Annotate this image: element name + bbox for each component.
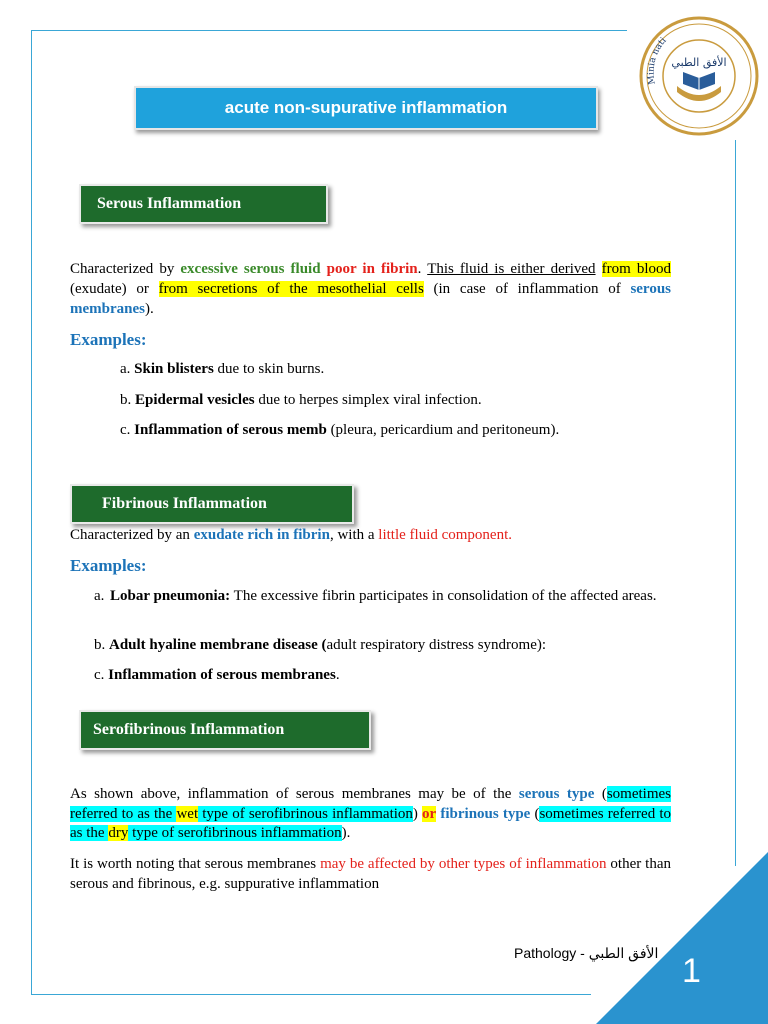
serous-description: Characterized by excessive serous fluid poor in fibrin. This fluid is either derived from blood (exudate) or from secretions of the mesothelial cells (in case of inflammation of serous membranes). xyxy=(70,261,672,317)
list-item: a. Lobar pneumonia: The excessive fibrin participates in consolidation of the affected areas. xyxy=(94,588,657,604)
list-item: b. Adult hyaline membrane disease (adult respiratory distress syndrome): xyxy=(94,637,547,653)
page-title: acute non-supurative inflammation xyxy=(134,86,598,130)
page-border-right xyxy=(735,140,736,866)
university-logo-seal xyxy=(637,14,761,138)
fibrinous-description: Characterized by an exudate rich in fibrin, with a little fluid component. xyxy=(70,527,513,543)
page-border-left xyxy=(31,30,32,994)
page-footer: Pathology - الأفق الطبي xyxy=(514,945,659,961)
list-item: c. Inflammation of serous memb (pleura, pericardium and peritoneum). xyxy=(120,422,560,438)
list-item: a. Skin blisters due to skin burns. xyxy=(120,361,325,377)
page-border-bottom xyxy=(31,994,591,995)
list-item: b. Epidermal vesicles due to herpes simplex viral infection. xyxy=(120,392,482,408)
page-number: 1 xyxy=(682,952,701,990)
serous-membranes-note: It is worth noting that serous membranes may be affected by other types of inflammation other than serous and fibrinous, e.g. suppurative inflammation xyxy=(70,856,671,892)
heading-serous-inflammation: Serous Inflammation xyxy=(79,184,328,224)
list-item: c. Inflammation of serous membranes. xyxy=(94,667,340,683)
svg-text:الأفق الطبي: الأفق الطبي xyxy=(671,56,727,69)
serofibrinous-description: As shown above, inflammation of serous membranes may be of the serous type (sometimes referred to as the wet type of serofibrinous inflammation) or fibrinous type (sometimes referred to as the dry type of serofibrinous inflammation). xyxy=(70,786,672,841)
examples-label: Examples: xyxy=(70,556,147,575)
heading-serofibrinous-inflammation: Serofibrinous Inflammation xyxy=(79,710,371,750)
page-border-top xyxy=(31,30,627,31)
examples-label: Examples: xyxy=(70,330,147,349)
svg-text:Minia national University: Minia nati xyxy=(646,35,669,86)
seal-icon xyxy=(637,14,761,138)
heading-fibrinous-inflammation: Fibrinous Inflammation xyxy=(70,484,354,524)
